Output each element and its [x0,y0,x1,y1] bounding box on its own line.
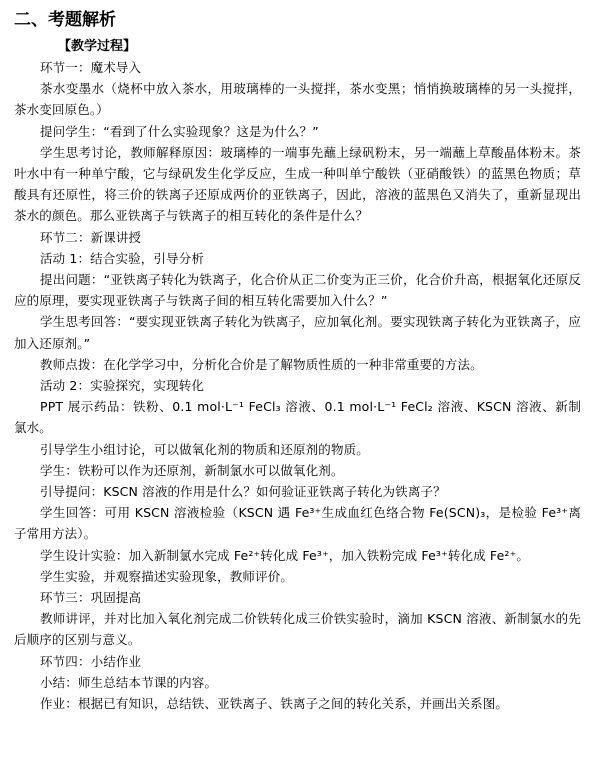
stage-three-heading: 环节三：巩固提高 [40,590,142,606]
guided-question-paragraph: 引导提问：KSCN 溶液的作用是什么？如何验证亚铁离子转化为铁离子？ [40,484,446,500]
stage-one-heading: 环节一：魔术导入 [40,60,142,75]
group-discussion-paragraph: 引导学生小组讨论，可以做氧化剂的物质和还原剂的物质。 [40,441,369,457]
ppt-reagents-paragraph: PPT 展示药品：铁粉、0.1 mol·L⁻¹ FeCl₃ 溶液、0.1 mol·L⁻¹ FeCl₂ 溶液、KSCN 溶液、新制氯水。 [14,399,581,436]
student-experiment-paragraph: 学生实验，并观察描述实验现象，教师评价。 [40,568,294,584]
activity-one-heading: 活动 1：结合实验，引导分析 [40,250,205,266]
student-reply-paragraph: 学生回答：可用 KSCN 溶液检验（KSCN 遇 Fe³⁺生成血红色络合物 Fe(SCN)₃，是检验 Fe³⁺离子常用方法）。 [14,505,581,542]
homework-paragraph: 作业：根据已有知识，总结铁、亚铁离子、铁离子之间的转化关系，并画出关系图。 [40,696,509,712]
teacher-review-paragraph: 教师讲评，并对比加入氧化剂完成二价铁转化成三价铁实验时，滴加 KSCN 溶液、新制氯水的先后顺序的区别与意义。 [14,611,581,648]
activity-two-heading: 活动 2：实验探究，实现转化 [40,378,205,394]
raise-question-paragraph: 提出问题：“亚铁离子转化为铁离子，化合价从正二价变为正三价，化合价升高，根据氧化还原反应的原理，要实现亚铁离子与铁离子间的相互转化需要加入什么？” [14,272,581,309]
teacher-guidance-paragraph: 教师点拨：在化学学习中，分析化合价是了解物质性质的一种非常重要的方法。 [40,356,483,372]
stage-four-heading: 环节四：小结作业 [40,653,142,669]
summary-paragraph: 小结：师生总结本节课的内容。 [40,674,218,690]
section-title: 二、考题解析 [14,10,116,30]
stage-two-heading: 环节二：新课讲授 [40,229,142,245]
magic-intro-paragraph: 茶水变墨水（烧杯中放入茶水，用玻璃棒的一头搅拌，茶水变黑；悄悄换玻璃棒的另一头搅拌，茶水变回原色。） [14,81,581,118]
student-answer-paragraph: 学生思考回答：“要实现亚铁离子转化为铁离子，应加氧化剂。要实现铁离子转化为亚铁离子，应加入还原剂。” [14,314,581,351]
student-statement-paragraph: 学生：铁粉可以作为还原剂，新制氯水可以做氧化剂。 [40,462,344,478]
question-paragraph: 提问学生：“看到了什么实验现象？这是为什么？” [40,123,319,139]
explanation-paragraph: 学生思考讨论，教师解释原因：玻璃棒的一端事先蘸上绿矾粉末，另一端蘸上草酸晶体粉末。茶叶水中有一种单宁酸，它与绿矾发生化学反应，生成一种叫单宁酸铁（亚硝酸铁）的蓝黑色物质；草酸具有还原性，将三价的铁离子还原成两价的亚铁离子，因此，溶液的蓝黑色又消失了，重新显现出茶水的颜色。那么亚铁离子与铁离子的相互转化的条件是什么？ [14,144,581,224]
teaching-process-heading: 【教学过程】 [58,39,137,54]
experiment-design-paragraph: 学生设计实验：加入新制氯水完成 Fe²⁺转化成 Fe³⁺，加入铁粉完成 Fe³⁺转化成 Fe²⁺。 [40,547,529,563]
